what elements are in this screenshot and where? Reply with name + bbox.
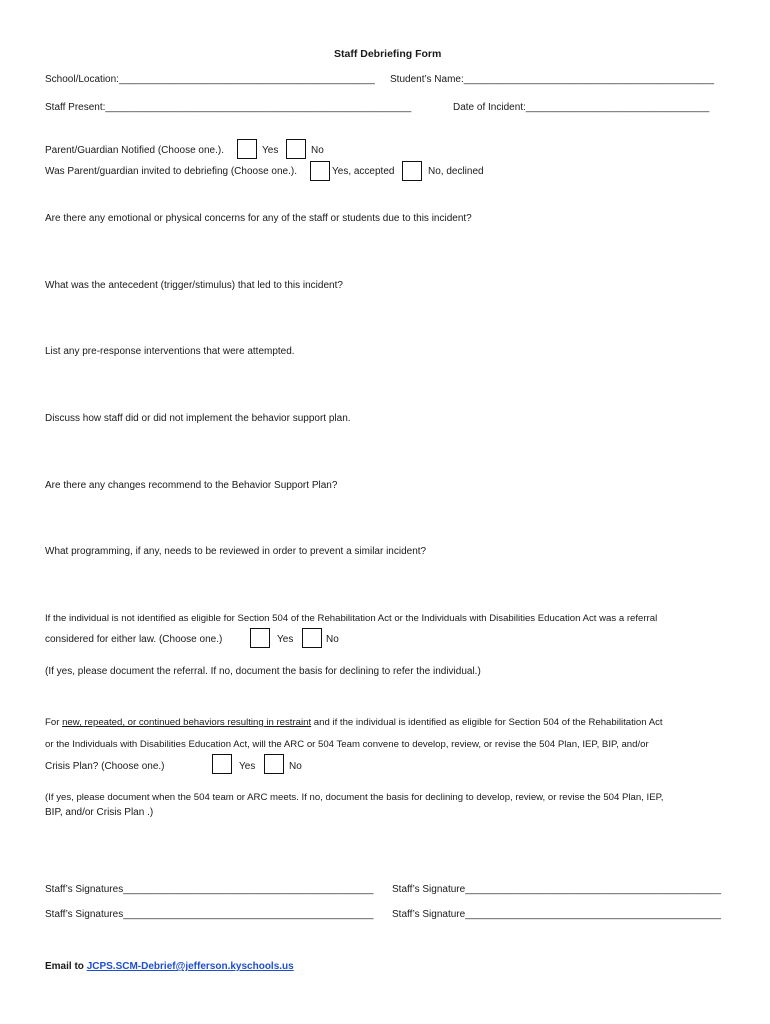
section504-yes-label: Yes — [277, 634, 294, 645]
question-concerns: Are there any emotional or physical concerns for any of the staff or students due to this incident? — [45, 213, 472, 224]
school-location-field[interactable]: School/Location:______________________________________________ — [45, 74, 375, 85]
staff-signature-field-1[interactable]: Staff’s Signature______________________________________________ — [392, 884, 722, 895]
section504-line2: considered for either law. (Choose one.) — [45, 634, 223, 645]
staff-signatures-field-1[interactable]: Staff’s Signatures_____________________________________________ — [45, 884, 374, 895]
question-antecedent: What was the antecedent (trigger/stimulus) that led to this incident? — [45, 280, 343, 291]
date-of-incident-field[interactable]: Date of Incident:_________________________________ — [453, 102, 710, 113]
parent-notified-no-checkbox[interactable] — [286, 139, 306, 159]
parent-notified-no-label: No — [311, 145, 324, 156]
email-label: Email to — [45, 961, 87, 972]
section504-line1: If the individual is not identified as eligible for Section 504 of the Rehabilitation Act or the Individuals with Disabilities Education Act was a referral — [45, 613, 658, 624]
question-implementation: Discuss how staff did or did not implement the behavior support plan. — [45, 413, 351, 424]
section504-no-label: No — [326, 634, 339, 645]
restraint-prefix: For — [45, 717, 63, 728]
students-name-field[interactable]: Student’s Name:_____________________________________________ — [390, 74, 715, 85]
staff-present-field[interactable]: Staff Present:_______________________________________________________ — [45, 102, 412, 113]
parent-invited-label: Was Parent/guardian invited to debriefing (Choose one.). — [45, 166, 297, 177]
parent-notified-yes-checkbox[interactable] — [237, 139, 257, 159]
question-plan-changes: Are there any changes recommend to the Behavior Support Plan? — [45, 480, 338, 491]
section504-note: (If yes, please document the referral. If no, document the basis for declining to refer the individual.) — [45, 666, 481, 677]
question-programming: What programming, if any, needs to be reviewed in order to prevent a similar incident? — [45, 546, 427, 557]
restraint-line2: or the Individuals with Disabilities Education Act, will the ARC or 504 Team convene to develop, review, or revise the 504 Plan, IEP, BIP, and/or — [45, 739, 649, 750]
page-title: Staff Debriefing Form — [334, 48, 442, 60]
restraint-note-line2: BIP, and/or Crisis Plan .) — [45, 807, 154, 818]
restraint-line1 — [45, 717, 663, 729]
restraint-no-checkbox[interactable] — [264, 754, 284, 774]
restraint-line3: Crisis Plan? (Choose one.) — [45, 761, 165, 772]
restraint-note-line1: (If yes, please document when the 504 team or ARC meets. If no, document the basis for declining to develop, review, or revise the 504 Plan, IEP, — [45, 792, 664, 803]
invited-yes-accepted-label: Yes, accepted — [332, 166, 395, 177]
question-interventions: List any pre-response interventions that were attempted. — [45, 346, 295, 357]
invited-no-declined-checkbox[interactable] — [402, 161, 422, 181]
restraint-no-label: No — [289, 761, 302, 772]
parent-notified-yes-label: Yes — [262, 145, 279, 156]
restraint-underlined-text: new, repeated, or continued behaviors resulting in restraint — [62, 717, 312, 728]
section504-no-checkbox[interactable] — [302, 628, 322, 648]
restraint-yes-label: Yes — [239, 761, 256, 772]
email-footer — [45, 961, 294, 973]
restraint-yes-checkbox[interactable] — [212, 754, 232, 774]
email-link[interactable]: JCPS.SCM-Debrief@jefferson.kyschools.us — [86, 961, 294, 972]
staff-signature-field-2[interactable]: Staff’s Signature______________________________________________ — [392, 909, 722, 920]
invited-no-declined-label: No, declined — [428, 166, 484, 177]
restraint-line1-rest: and if the individual is identified as eligible for Section 504 of the Rehabilitation Act — [311, 717, 663, 728]
parent-notified-label: Parent/Guardian Notified (Choose one.). — [45, 145, 224, 156]
section504-yes-checkbox[interactable] — [250, 628, 270, 648]
invited-yes-accepted-checkbox[interactable] — [310, 161, 330, 181]
staff-signatures-field-2[interactable]: Staff’s Signatures_____________________________________________ — [45, 909, 374, 920]
